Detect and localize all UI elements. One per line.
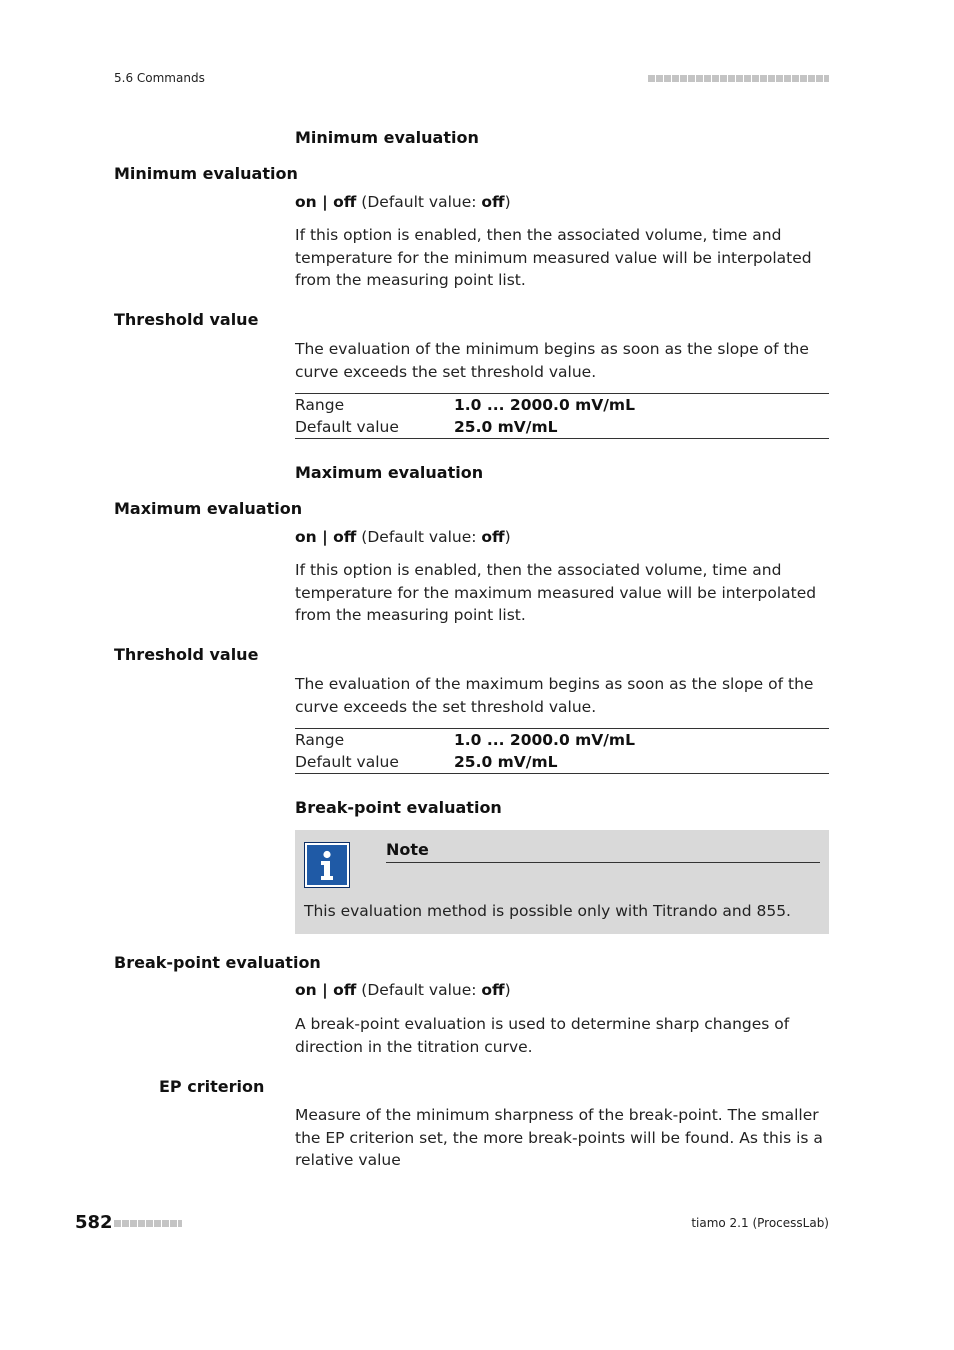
info-icon (304, 842, 350, 888)
threshold-description-min: The evaluation of the minimum begins as soon as the slope of the curve exceeds the set threshold value. (295, 340, 809, 381)
note-divider (386, 862, 820, 863)
param-label-maximum-evaluation: Maximum evaluation (114, 499, 303, 518)
onoff-minimum: on | off (Default value: off) (295, 193, 511, 211)
section-title-minimum: Minimum evaluation (295, 128, 479, 147)
threshold-description-max: The evaluation of the maximum begins as soon as the slope of the curve exceeds the set threshold value. (295, 675, 814, 716)
table-row: Range 1.0 ... 2000.0 mV/mL (295, 396, 635, 414)
param-label-ep-criterion: EP criterion (159, 1077, 265, 1096)
table-row: Range 1.0 ... 2000.0 mV/mL (295, 731, 635, 749)
running-header-section: 5.6 Commands (114, 71, 205, 85)
description-minimum: If this option is enabled, then the associated volume, time and temperature for the minimum measured value will be interpolated from the measuring point list. (295, 226, 812, 289)
onoff-maximum: on | off (Default value: off) (295, 528, 511, 546)
note-box (295, 830, 829, 934)
ep-criterion-description: Measure of the minimum sharpness of the break-point. The smaller the EP criterion set, the more break-points will be found. As this is a relative value (295, 1106, 823, 1169)
section-title-breakpoint: Break-point evaluation (295, 798, 502, 817)
onoff-breakpoint: on | off (Default value: off) (295, 981, 511, 999)
table-row: Default value 25.0 mV/mL (295, 418, 558, 436)
param-label-breakpoint-evaluation: Break-point evaluation (114, 953, 321, 972)
description-breakpoint: A break-point evaluation is used to determine sharp changes of direction in the titration curve. (295, 1015, 790, 1056)
note-title: Note (386, 840, 429, 859)
footer-decoration (114, 1220, 182, 1227)
param-label-threshold-min: Threshold value (114, 310, 259, 329)
note-text: This evaluation method is possible only with Titrando and 855. (304, 902, 791, 920)
param-label-minimum-evaluation: Minimum evaluation (114, 164, 298, 183)
range-table-max (295, 728, 829, 774)
table-row: Default value 25.0 mV/mL (295, 753, 558, 771)
header-decoration (648, 75, 829, 82)
range-table-min (295, 393, 829, 439)
description-maximum: If this option is enabled, then the associated volume, time and temperature for the maximum measured value will be interpolated from the measuring point list. (295, 561, 817, 624)
page-number: 582 (75, 1212, 113, 1233)
param-label-threshold-max: Threshold value (114, 645, 259, 664)
section-title-maximum: Maximum evaluation (295, 463, 484, 482)
footer-product: tiamo 2.1 (ProcessLab) (691, 1216, 829, 1230)
